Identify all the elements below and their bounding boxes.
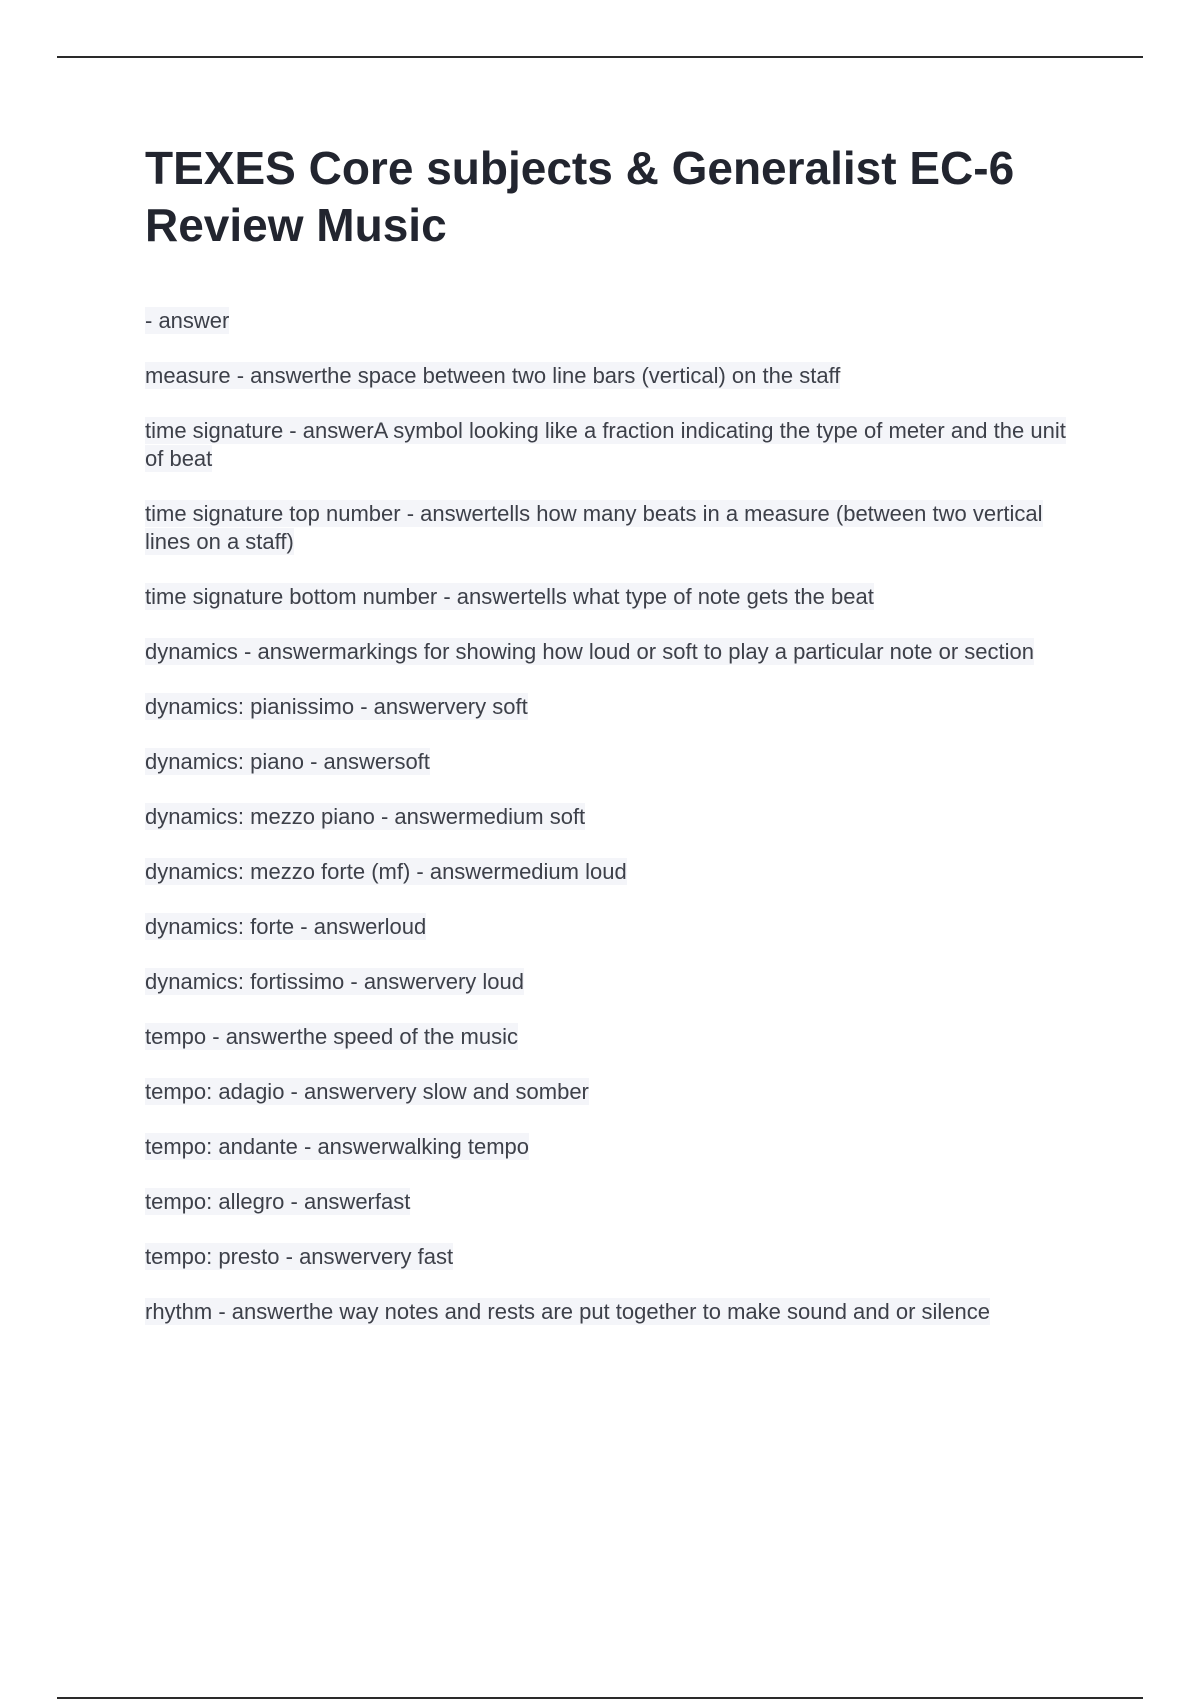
flashcard-entry: dynamics: piano - answersoft [145, 749, 430, 774]
flashcard-entry: dynamics: pianissimo - answervery soft [145, 694, 528, 719]
flashcard-entry: dynamics: fortissimo - answervery loud [145, 969, 525, 994]
document-body [145, 140, 1085, 1353]
flashcard-entry: tempo - answerthe speed of the music [145, 1024, 518, 1049]
flashcard-entry: time signature - answerA symbol looking like a fraction indicating the type of meter and the unit of beat [145, 418, 1066, 471]
flashcard-entry: - answer [145, 308, 230, 333]
flashcard-entry: dynamics: mezzo piano - answermedium soft [145, 804, 586, 829]
document-title: TEXES Core subjects & Generalist EC-6 Review Music [145, 142, 1015, 251]
header-rule [57, 56, 1143, 58]
flashcard-entry: time signature bottom number - answertells what type of note gets the beat [145, 584, 874, 609]
flashcard-entry: tempo: presto - answervery fast [145, 1244, 454, 1269]
flashcard-entry: rhythm - answerthe way notes and rests are put together to make sound and or silence [145, 1299, 991, 1324]
flashcard-entry: tempo: adagio - answervery slow and somber [145, 1079, 589, 1104]
footer-rule [57, 1697, 1143, 1699]
flashcard-entry: tempo: andante - answerwalking tempo [145, 1134, 529, 1159]
flashcard-entry: dynamics: mezzo forte (mf) - answermedium loud [145, 859, 627, 884]
flashcard-entry: time signature top number - answertells how many beats in a measure (between two vertical lines on a staff) [145, 501, 1043, 554]
flashcard-entry: dynamics: forte - answerloud [145, 914, 427, 939]
flashcard-entry: tempo: allegro - answerfast [145, 1189, 411, 1214]
flashcard-entry: measure - answerthe space between two line bars (vertical) on the staff [145, 363, 841, 388]
flashcard-entry: dynamics - answermarkings for showing how loud or soft to play a particular note or section [145, 639, 1034, 664]
flashcard-list [145, 307, 1085, 1326]
